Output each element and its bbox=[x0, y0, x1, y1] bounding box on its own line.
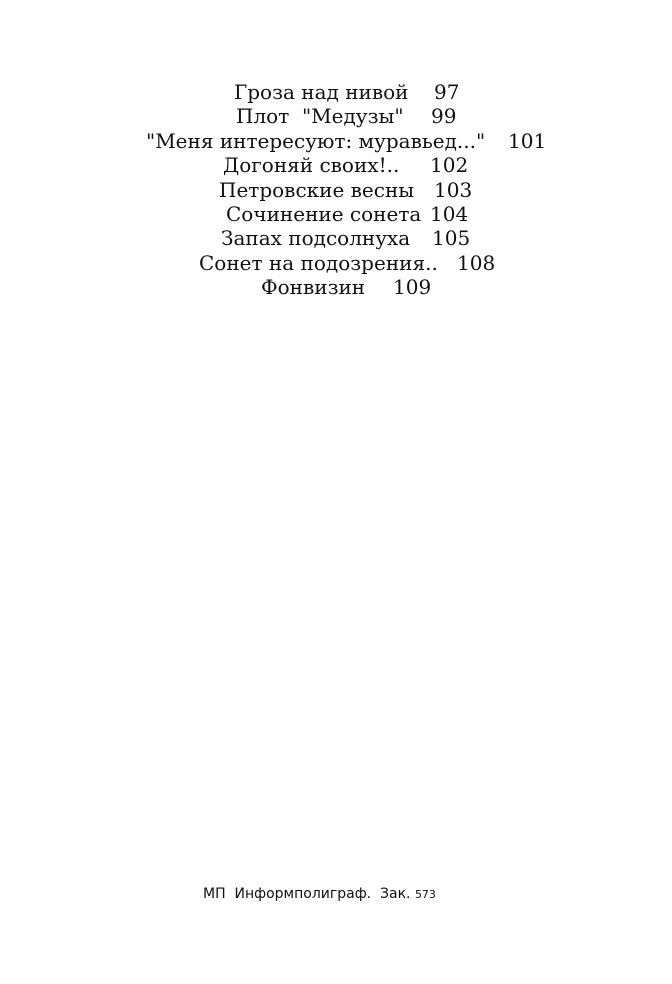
toc-entry bbox=[0, 178, 672, 202]
toc-entry-title: Плот "Медузы" bbox=[236, 104, 404, 129]
toc-entry bbox=[0, 251, 672, 275]
toc-entry-page: 101 bbox=[508, 128, 547, 153]
toc-entry-title: Догоняй своих!.. bbox=[223, 153, 400, 178]
toc-entry-page: 105 bbox=[432, 226, 471, 251]
toc-entry bbox=[0, 129, 672, 153]
table-of-contents bbox=[0, 80, 672, 300]
printer-imprint bbox=[203, 886, 436, 902]
toc-entry-title: Петровские весны bbox=[219, 177, 415, 202]
toc-entry-page: 99 bbox=[431, 104, 457, 129]
toc-entry-title: Гроза над нивой bbox=[234, 80, 409, 104]
order-number: 573 bbox=[414, 888, 436, 901]
toc-entry bbox=[0, 275, 672, 299]
toc-entry-title: Фонвизин bbox=[261, 275, 366, 300]
toc-entry bbox=[0, 153, 672, 177]
toc-entry bbox=[0, 80, 672, 104]
toc-entry bbox=[0, 226, 672, 250]
toc-entry-page: 104 bbox=[430, 201, 469, 226]
toc-entry bbox=[0, 104, 672, 128]
toc-entry-page: 108 bbox=[457, 250, 496, 275]
toc-entry bbox=[0, 202, 672, 226]
toc-entry-title: Сочинение сонета bbox=[226, 201, 422, 226]
toc-entry-page: 102 bbox=[430, 153, 469, 178]
toc-entry-title: "Меня интересуют: муравьед..." bbox=[146, 128, 486, 153]
toc-entry-page: 109 bbox=[393, 275, 432, 300]
toc-entry-title: Запах подсолнуха bbox=[221, 226, 411, 251]
toc-entry-page: 97 bbox=[434, 80, 460, 104]
imprint-text: МП Информполиграф. Зак. bbox=[203, 886, 411, 902]
toc-entry-page: 103 bbox=[434, 177, 473, 202]
toc-entry-title: Сонет на подозрения.. bbox=[199, 250, 438, 275]
